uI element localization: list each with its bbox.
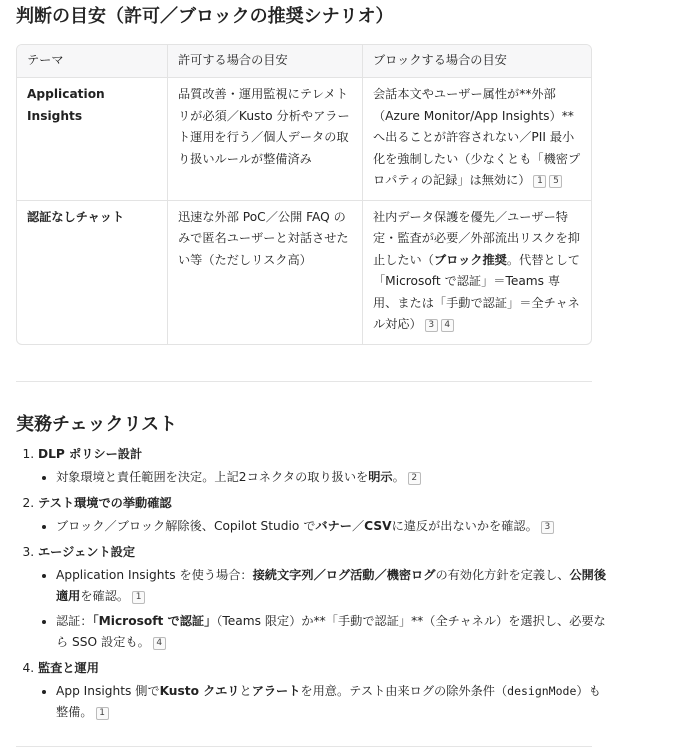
citation-badge[interactable]: 4 [153,637,166,650]
section-title-criteria: 判断の目安（許可／ブロックの推奨シナリオ） [16,6,394,27]
citation-badge[interactable]: 3 [425,319,438,332]
bullet-item: • ブロック／ブロック解除後、Copilot Studio でバナー／CSVに違反が出ないかを確認。 3 [56,516,612,537]
table-row [17,78,591,201]
list-item [38,658,675,723]
bullet-item: • Application Insights を使う場合：接続文字列／ログ活動／機密ログの有効化方針を定義し、公開後適用を確認。 1 [56,565,612,607]
step-title: エージェント設定 [38,544,136,559]
bullet-item: • App Insights 側でKusto クエリとアラートを用意。テスト由来ログの除外条件（designMode）も整備。 1 [56,681,612,723]
citation-badge[interactable]: 3 [541,521,554,534]
list-item [38,444,675,488]
cell-block [363,201,591,344]
bullet-list [38,516,612,537]
table-row [17,201,591,344]
citation-badge[interactable]: 4 [441,319,454,332]
step-title: DLP ポリシー設計 [38,446,143,461]
cell-block [363,78,591,201]
cell-theme: 認証なしチャット [17,201,168,344]
list-item [38,493,675,537]
cell-block-text: 社内データ保護を優先／ユーザー特定・監査が必要／外部流出リスクを抑止したい（ [373,209,580,267]
bullet-list [38,565,612,653]
table-header-row [17,45,591,78]
cell-block-text: 会話本文やユーザー属性が**外部（Azure Monitor/App Insights）**へ出ることが許容されない／PII 最小化を強制したい（少なくとも「機密プロパティの記録」は無効に） [373,87,581,187]
citation-badge[interactable]: 5 [549,175,562,188]
section-divider [16,746,592,747]
checklist [16,444,675,723]
cell-theme: Application Insights [17,78,168,201]
inline-code: designMode [507,683,577,698]
header-allow: 許可する場合の目安 [168,45,363,78]
list-item [38,542,675,653]
citation-badge[interactable]: 1 [96,707,109,720]
cell-allow: 品質改善・運用監視にテレメトリが必須／Kusto 分析やアラート運用を行う／個人データの取り扱いルールが整備済み [168,78,363,201]
citation-badge[interactable]: 1 [533,175,546,188]
block-recommended-emphasis: ブロック推奨 [433,252,507,267]
header-theme: テーマ [17,45,168,78]
section-title-checklist: 実務チェックリスト [16,413,178,435]
cell-allow: 迅速な外部 PoC／公開 FAQ のみで匿名ユーザーと対話させたい等（ただしリスク高） [168,201,363,344]
step-title: 監査と運用 [38,660,99,675]
bullet-item: • 認証：「Microsoft で認証」（Teams 限定）か**「手動で認証」**（全チャネル）を選択し、必要なら SSO 設定も。 4 [56,611,612,653]
cell-block-text: 。代替として「Microsoft で認証」＝Teams 専用、または「手動で認証」＝全チャネル対応） [373,252,580,331]
criteria-table [16,44,592,345]
bullet-list [38,467,612,488]
section-divider [16,381,592,382]
step-title: テスト環境での挙動確認 [38,495,172,510]
citation-badge[interactable]: 1 [132,591,145,604]
citation-badge[interactable]: 2 [408,472,421,485]
header-block: ブロックする場合の目安 [363,45,591,78]
bullet-list [38,681,612,723]
bullet-item: • 対象環境と責任範囲を決定。上記2コネクタの取り扱いを明示。 2 [56,467,612,488]
